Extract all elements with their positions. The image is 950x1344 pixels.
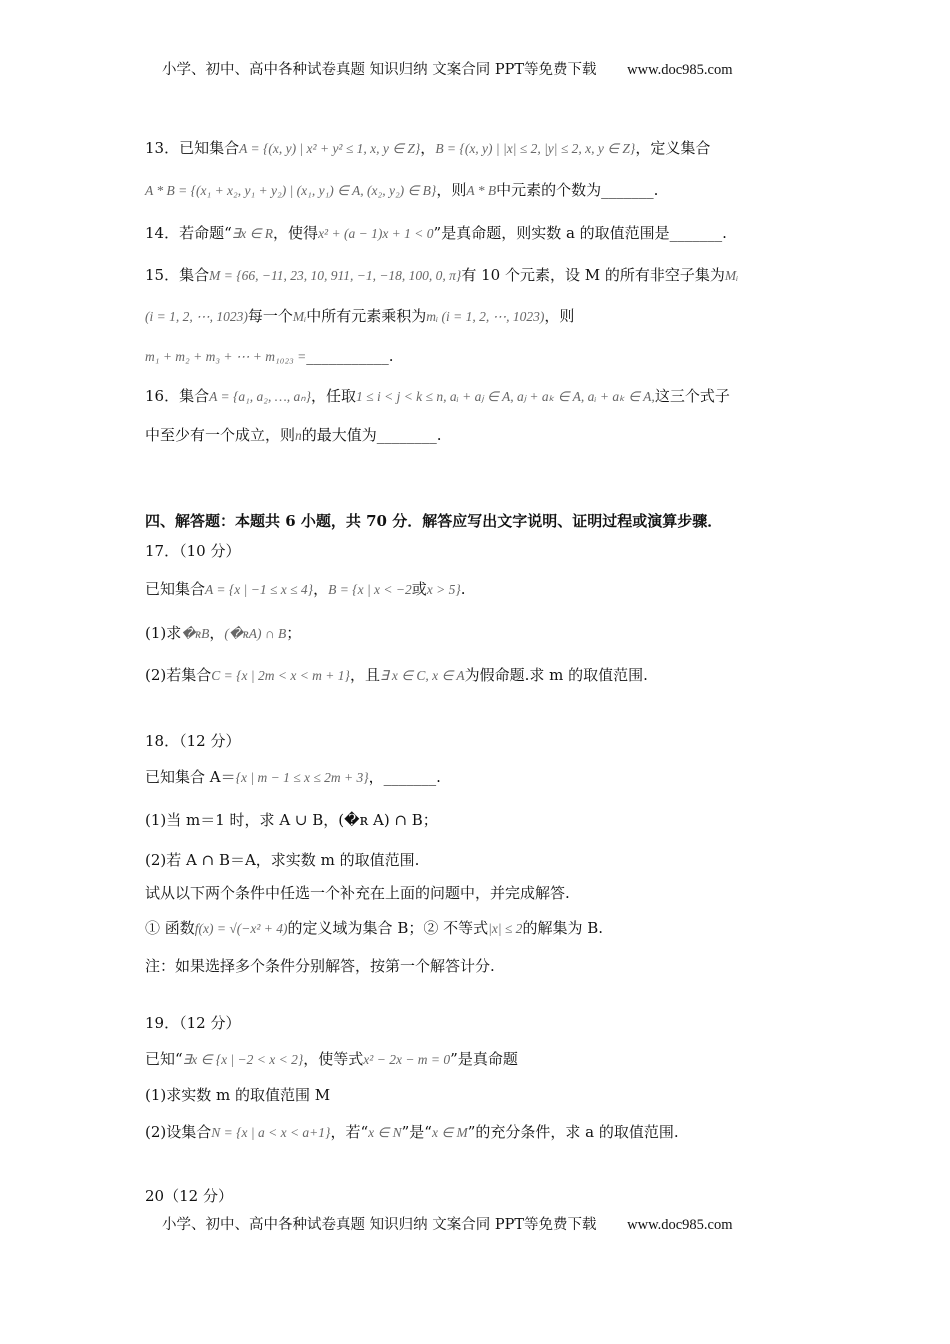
question-18-line-2: (1)当 m＝1 时，求 A ∪ B，(�ʀ A) ∩ B； [145,811,438,829]
question-20-head: 20（12 分） [145,1187,233,1205]
math-conditions: 1 ≤ i < j < k ≤ n, aᵢ + aⱼ ∈ A, aⱼ + aₖ ∈ A, aᵢ + aₖ ∈ A, [356,389,655,404]
question-17-line-1: 已知集合A = {x | −1 ≤ x ≤ 4}，B = {x | x < −2或x > 5}. [145,580,466,598]
math-sum: m₁ + m₂ + m₃ + ⋯ + m₁₀₂₃ = [145,349,307,364]
question-19-head: 19．（12 分） [145,1014,241,1032]
question-16-line-1: 16．集合A = {a₁, a₂, …, aₙ}，任取1 ≤ i < j < k ≤ n, aᵢ + aⱼ ∈ A, aⱼ + aₖ ∈ A, aᵢ + aₖ ∈ A,这三个式子 [145,387,730,405]
question-13-line-2: A * B = {(x₁ + x₂, y₁ + y₂) | (x₁, y₁) ∈ A, (x₂, y₂) ∈ B}，则A * B中元素的个数为_______. [145,181,659,199]
question-18-line-3: (2)若 A ∩ B＝A，求实数 m 的取值范围. [145,851,420,869]
question-18-line-5: ① 函数f(x) = √(−x² + 4)的定义域为集合 B；② 不等式|x| ≤ 2的解集为 B. [145,919,603,937]
question-19-line-2: (1)求实数 m 的取值范围 M [145,1086,331,1104]
question-18-line-1: 已知集合 A＝{x | m − 1 ≤ x ≤ 2m + 3}，_______. [145,768,441,786]
question-19-line-1: 已知“∃x ∈ {x | −2 < x < 2}，使等式x² − 2x − m = 0”是真命题 [145,1050,518,1068]
question-17-line-2: (1)求�ʀB，(�ʀA) ∩ B； [145,624,302,642]
question-15-line-2: (i = 1, 2, ⋯, 1023)每一个Mᵢ中所有元素乘积为mᵢ (i = 1, 2, ⋯, 1023)，则 [145,307,575,325]
math-set-astarb: A * B = {(x₁ + x₂, y₁ + y₂) | (x₁, y₁) ∈ A, (x₂, y₂) ∈ B} [145,183,437,198]
question-19-line-3: (2)设集合N = {x | a < x < a+1}，若“x ∈ N”是“x ∈ M”的充分条件，求 a 的取值范围. [145,1123,679,1141]
header-text: 小学、初中、高中各种试卷真题 知识归纳 文案合同 PPT等免费下载 [162,62,597,78]
question-18-line-6: 注：如果选择多个条件分别解答，按第一个解答计分. [145,957,495,975]
question-18-line-4: 试从以下两个条件中任选一个补充在上面的问题中，并完成解答. [145,884,570,902]
question-14: 14．若命题“∃x ∈ R，使得x² + (a − 1)x + 1 < 0”是真命题，则实数 a 的取值范围是_______. [145,224,727,242]
math-set-b: B = {(x, y) | |x| ≤ 2, |y| ≤ 2, x, y ∈ Z} [435,141,636,156]
question-15-line-3: m₁ + m₂ + m₃ + ⋯ + m₁₀₂₃ =___________. [145,347,394,365]
footer-site-link[interactable]: www.doc985.com [627,1217,733,1233]
math-set-m: M = {66, −11, 23, 10, 911, −1, −18, 100, 0, π} [209,268,462,283]
page-footer [162,1213,733,1234]
question-15-line-1: 15．集合M = {66, −11, 23, 10, 911, −1, −18, 100, 0, π}有 10 个元素，设 M 的所有非空子集为Mᵢ [145,266,739,284]
section-4-title: 四、解答题：本题共 6 小题，共 70 分．解答应写出文字说明、证明过程或演算步骤． [145,512,723,530]
footer-text: 小学、初中、高中各种试卷真题 知识归纳 文案合同 PPT等免费下载 [162,1217,597,1233]
question-16-line-2: 中至少有一个成立，则n的最大值为________. [145,426,442,444]
question-13-line-1: 13．已知集合A = {(x, y) | x² + y² ≤ 1, x, y ∈ Z}，B = {(x, y) | |x| ≤ 2, |y| ≤ 2, x, y ∈ Z}，定义集合 [145,139,711,157]
question-17-line-3: (2)若集合C = {x | 2m < x < m + 1}，且∃ x ∈ C, x ∈ A为假命题.求 m 的取值范围. [145,666,648,684]
question-18-head: 18．（12 分） [145,732,241,750]
math-set-a: A = {(x, y) | x² + y² ≤ 1, x, y ∈ Z} [239,141,421,156]
page-header [162,58,733,79]
header-site-link[interactable]: www.doc985.com [627,62,733,78]
math-inequality: x² + (a − 1)x + 1 < 0 [318,226,434,241]
question-17-head: 17．（10 分） [145,542,241,560]
